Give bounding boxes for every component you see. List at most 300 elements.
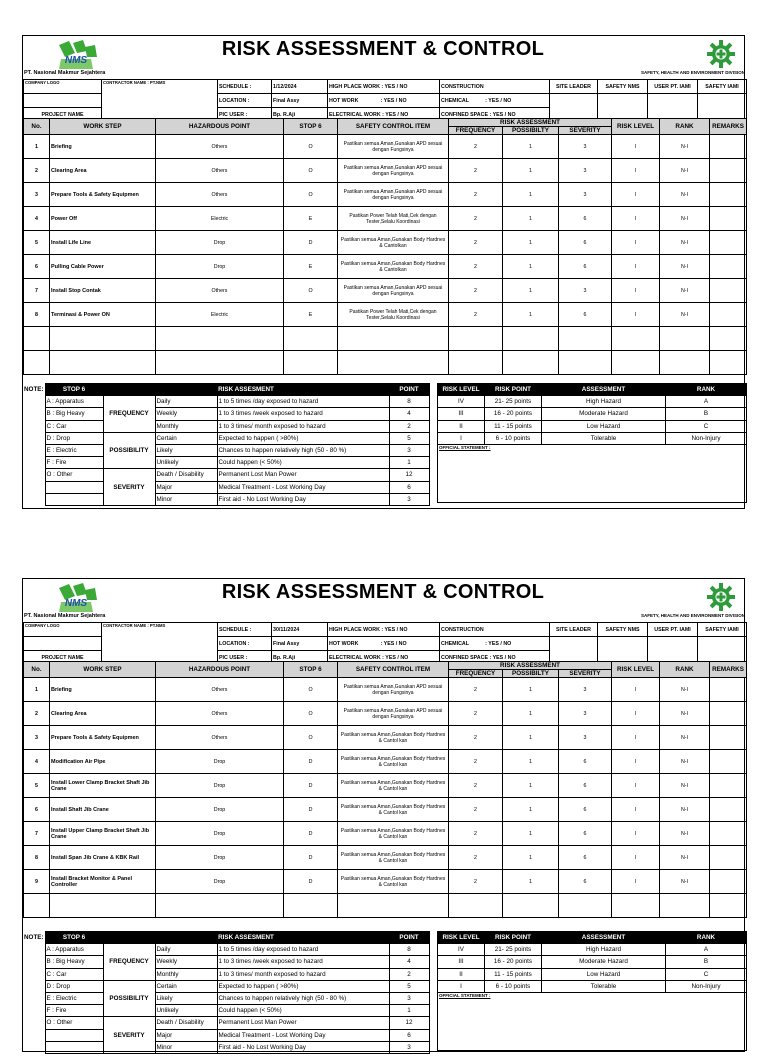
nms-logo-icon bbox=[51, 39, 101, 73]
col-rank: RANK bbox=[660, 119, 710, 135]
row-step: Install Stop Contak bbox=[50, 279, 156, 303]
level-assessment: Low Hazard bbox=[542, 968, 666, 980]
confined-space: CONFINED SPACE : YES / NO bbox=[440, 651, 550, 665]
row-hazard: Drop bbox=[156, 774, 284, 798]
table-row bbox=[24, 846, 747, 870]
blank bbox=[45, 1029, 103, 1041]
row-safety: Pastikan semua Aman,Gunakan APD sesuai dengan Fungsinya bbox=[338, 678, 449, 702]
row-rank: N-I bbox=[660, 774, 710, 798]
row-hazard: Drop bbox=[156, 798, 284, 822]
level-points: 16 - 20 points bbox=[485, 408, 542, 420]
chemical: CHEMICAL : YES / NO bbox=[440, 637, 550, 651]
empty-cell bbox=[710, 327, 747, 351]
sign-safety-nms: SAFETY NMS bbox=[598, 623, 648, 637]
ra-key: Minor bbox=[155, 1041, 217, 1053]
row-step: Clearing Area bbox=[50, 159, 156, 183]
empty-cell bbox=[156, 327, 284, 351]
blank bbox=[23, 944, 45, 956]
row-no: 2 bbox=[24, 702, 50, 726]
empty-cell bbox=[612, 351, 660, 375]
official-statement: OFFICIAL STATEMENT : bbox=[438, 992, 747, 1050]
empty-cell bbox=[612, 894, 660, 918]
row-stop6: D bbox=[284, 870, 338, 894]
row-remarks bbox=[710, 207, 747, 231]
row-frequency: 2 bbox=[449, 870, 503, 894]
legend-left-table bbox=[23, 383, 430, 506]
row-safety: Pastikan Power Telah Mati,Cek dengan Tester,Selalu Koordinasi bbox=[338, 303, 449, 327]
row-frequency: 2 bbox=[449, 159, 503, 183]
official-statement: OFFICIAL STATEMENT : bbox=[438, 444, 747, 502]
row-safety: Pastikan semua Aman,Gunakan Body Hardnes & Cantol kan bbox=[338, 870, 449, 894]
ra-point: 3 bbox=[389, 1041, 429, 1053]
stop6-item: D : Drop bbox=[45, 432, 103, 444]
row-risk-level: I bbox=[612, 702, 660, 726]
gear-icon bbox=[707, 583, 735, 611]
rp-title: RISK POINT bbox=[485, 384, 542, 396]
severity-label: SEVERITY bbox=[103, 1017, 155, 1054]
level-rank: Non-Injury bbox=[666, 432, 747, 444]
row-severity: 6 bbox=[559, 822, 612, 846]
row-hazard: Others bbox=[156, 678, 284, 702]
level-assessment: Moderate Hazard bbox=[542, 956, 666, 968]
empty-cell bbox=[559, 351, 612, 375]
sign-user-iami: USER PT. IAMI bbox=[648, 80, 698, 94]
table-row bbox=[24, 822, 747, 846]
stop6-item: B : Big Heavy bbox=[45, 956, 103, 968]
ra-title: RISK ASSESMENT bbox=[103, 932, 389, 944]
row-stop6: D bbox=[284, 750, 338, 774]
risk-assessment-form bbox=[22, 35, 745, 509]
row-step: Power Off bbox=[50, 207, 156, 231]
row-remarks bbox=[710, 135, 747, 159]
blank bbox=[45, 493, 103, 505]
row-frequency: 2 bbox=[449, 702, 503, 726]
nms-logo-icon bbox=[51, 582, 101, 616]
row-no: 2 bbox=[24, 159, 50, 183]
empty-cell bbox=[50, 894, 156, 918]
table-row bbox=[24, 231, 747, 255]
as-title: ASSESSMENT bbox=[542, 384, 666, 396]
ra-desc: Chances to happen relatively high (50 - 80 %) bbox=[217, 444, 389, 456]
division-name: SAFETY, HEALTH AND ENVIRONMENT DIVISION bbox=[640, 613, 745, 618]
blank bbox=[23, 432, 45, 444]
level-points: 16 - 20 points bbox=[485, 956, 542, 968]
company-logo-cell: COMPANY LOGO bbox=[24, 623, 102, 637]
row-hazard: Drop bbox=[156, 846, 284, 870]
row-stop6: D bbox=[284, 846, 338, 870]
empty-cell bbox=[503, 351, 559, 375]
level-points: 11 - 15 points bbox=[485, 968, 542, 980]
high-place-work: HIGH PLACE WORK : YES / NO bbox=[328, 623, 440, 637]
rk-title: RANK bbox=[666, 384, 747, 396]
row-stop6: D bbox=[284, 822, 338, 846]
row-frequency: 2 bbox=[449, 303, 503, 327]
stop6-item: A : Apparatus bbox=[45, 944, 103, 956]
ra-desc: 1 to 3 times/ month exposed to hazard bbox=[217, 420, 389, 432]
risk-assessment-form bbox=[22, 578, 745, 1052]
level-assessment: High Hazard bbox=[542, 944, 666, 956]
row-risk-level: I bbox=[612, 822, 660, 846]
row-severity: 3 bbox=[559, 279, 612, 303]
row-rank: N-I bbox=[660, 702, 710, 726]
sign-safety-iami: SAFETY IAMI bbox=[698, 80, 747, 94]
row-safety: Pastikan semua Aman,Gunakan Body Hardnes & Cantol kan bbox=[338, 798, 449, 822]
contractor-name-cell: CONTRACTOR NAME : PT.NMS bbox=[102, 623, 218, 665]
row-rank: N-I bbox=[660, 303, 710, 327]
schedule-value: 30/11/2024 bbox=[272, 623, 328, 637]
row-hazard: Others bbox=[156, 702, 284, 726]
level-rank: B bbox=[666, 408, 747, 420]
blank bbox=[23, 1017, 45, 1029]
row-step: Install Life Line bbox=[50, 231, 156, 255]
col-rank: RANK bbox=[660, 662, 710, 678]
col-severity: SEVERITY bbox=[559, 670, 612, 678]
row-stop6: O bbox=[284, 159, 338, 183]
blank bbox=[23, 444, 45, 456]
project-name-label: PROJECT NAME bbox=[24, 108, 102, 122]
row-remarks bbox=[710, 678, 747, 702]
ra-point: 12 bbox=[389, 469, 429, 481]
col-remarks: REMARKS bbox=[710, 119, 747, 135]
row-possibility: 1 bbox=[503, 726, 559, 750]
row-hazard: Others bbox=[156, 183, 284, 207]
hot-work: HOT WORK : YES / NO bbox=[328, 94, 440, 108]
ra-key: Weekly bbox=[155, 408, 217, 420]
row-severity: 6 bbox=[559, 846, 612, 870]
row-safety: Pastikan semua Aman,Gunakan Body Hardnes & Cantol kan bbox=[338, 726, 449, 750]
row-frequency: 2 bbox=[449, 822, 503, 846]
form-header bbox=[23, 579, 746, 623]
row-remarks bbox=[710, 279, 747, 303]
row-no: 3 bbox=[24, 726, 50, 750]
empty-cell bbox=[284, 351, 338, 375]
electrical-work: ELECTRICAL WORK : YES / NO bbox=[328, 651, 440, 665]
row-risk-level: I bbox=[612, 159, 660, 183]
level-value: II bbox=[438, 968, 485, 980]
ra-point: 3 bbox=[389, 992, 429, 1004]
row-safety: Pastikan semua Aman,Gunakan Body Hardnes & Cantol kan bbox=[338, 750, 449, 774]
row-severity: 3 bbox=[559, 135, 612, 159]
row-risk-level: I bbox=[612, 135, 660, 159]
row-no: 3 bbox=[24, 183, 50, 207]
table-row bbox=[24, 327, 747, 351]
row-safety: Pastikan semua Aman,Gunakan APD sesuai dengan Fungsinya bbox=[338, 183, 449, 207]
ra-desc: Expected to happen ( >80%) bbox=[217, 980, 389, 992]
row-step: Briefing bbox=[50, 135, 156, 159]
col-hazard: HAZARDOUS POINT bbox=[156, 662, 284, 678]
stop6-item: F : Fire bbox=[45, 1005, 103, 1017]
row-risk-level: I bbox=[612, 870, 660, 894]
col-risk-assessment: RISK ASSESSMENT bbox=[449, 119, 612, 127]
table-row bbox=[24, 159, 747, 183]
row-hazard: Drop bbox=[156, 870, 284, 894]
stop6-item: D : Drop bbox=[45, 980, 103, 992]
sign-safety-nms: SAFETY NMS bbox=[598, 80, 648, 94]
ra-title: RISK ASSESMENT bbox=[103, 384, 389, 396]
row-hazard: Drop bbox=[156, 750, 284, 774]
rl-title: RISK LEVEL bbox=[438, 384, 485, 396]
svg-text:NMS: NMS bbox=[64, 598, 88, 609]
row-rank: N-I bbox=[660, 678, 710, 702]
form-header bbox=[23, 36, 746, 80]
row-severity: 6 bbox=[559, 750, 612, 774]
row-no: 8 bbox=[24, 846, 50, 870]
page-title: RISK ASSESSMENT & CONTROL bbox=[221, 581, 545, 603]
row-severity: 3 bbox=[559, 678, 612, 702]
stop6-item: E : Electric bbox=[45, 992, 103, 1004]
ra-key: Likely bbox=[155, 444, 217, 456]
level-value: I bbox=[438, 432, 485, 444]
ra-key: Likely bbox=[155, 992, 217, 1004]
table-row bbox=[24, 750, 747, 774]
ra-key: Monthly bbox=[155, 968, 217, 980]
col-hazard: HAZARDOUS POINT bbox=[156, 119, 284, 135]
row-frequency: 2 bbox=[449, 774, 503, 798]
row-no: 4 bbox=[24, 750, 50, 774]
pic-label: PIC USER : bbox=[218, 651, 272, 665]
schedule-value: 1/12/2024 bbox=[272, 80, 328, 94]
ra-desc: 1 to 5 times /day exposed to hazard bbox=[217, 944, 389, 956]
severity-label: SEVERITY bbox=[103, 469, 155, 506]
location-label: LOCATION : bbox=[218, 637, 272, 651]
row-severity: 6 bbox=[559, 798, 612, 822]
empty-cell bbox=[50, 351, 156, 375]
schedule-label: SCHEDULE : bbox=[218, 80, 272, 94]
possibility-label: POSSIBILITY bbox=[103, 432, 155, 469]
row-risk-level: I bbox=[612, 750, 660, 774]
blank bbox=[45, 1041, 103, 1053]
ra-desc: Medical Treatment - Lost Working Day bbox=[217, 481, 389, 493]
row-safety: Pastikan semua Aman,Gunakan APD sesuai dengan Fungsinya bbox=[338, 135, 449, 159]
ra-key: Death / Disability bbox=[155, 469, 217, 481]
ra-point: 8 bbox=[389, 396, 429, 408]
row-possibility: 1 bbox=[503, 303, 559, 327]
row-risk-level: I bbox=[612, 207, 660, 231]
col-stop6: STOP 6 bbox=[284, 119, 338, 135]
stop6-item: O : Other bbox=[45, 1017, 103, 1029]
table-row bbox=[24, 702, 747, 726]
stop6-item: C : Car bbox=[45, 420, 103, 432]
row-rank: N-I bbox=[660, 726, 710, 750]
row-safety: Pastikan semua Aman,Gunakan APD sesuai dengan Fungsinya bbox=[338, 159, 449, 183]
empty-cell bbox=[338, 894, 449, 918]
project-info-table bbox=[23, 622, 747, 665]
location-label: LOCATION : bbox=[218, 94, 272, 108]
row-possibility: 1 bbox=[503, 183, 559, 207]
row-possibility: 1 bbox=[503, 702, 559, 726]
row-step: Install Span Jib Crane & KBK Rail bbox=[50, 846, 156, 870]
col-possibility: POSSIBILTY bbox=[503, 670, 559, 678]
ra-desc: Permanent Lost Man Power bbox=[217, 1017, 389, 1029]
ra-point: 5 bbox=[389, 432, 429, 444]
table-row bbox=[24, 279, 747, 303]
row-stop6: E bbox=[284, 303, 338, 327]
ra-key: Unlikely bbox=[155, 1005, 217, 1017]
row-stop6: E bbox=[284, 207, 338, 231]
row-rank: N-I bbox=[660, 207, 710, 231]
blank bbox=[23, 1005, 45, 1017]
row-no: 8 bbox=[24, 303, 50, 327]
rp-title: RISK POINT bbox=[485, 932, 542, 944]
row-risk-level: I bbox=[612, 255, 660, 279]
row-severity: 6 bbox=[559, 303, 612, 327]
svg-text:NMS: NMS bbox=[64, 55, 88, 66]
risk-table bbox=[23, 118, 747, 375]
row-severity: 6 bbox=[559, 255, 612, 279]
row-step: Clearing Area bbox=[50, 702, 156, 726]
possibility-label: POSSIBILITY bbox=[103, 980, 155, 1017]
row-stop6: D bbox=[284, 798, 338, 822]
row-frequency: 2 bbox=[449, 846, 503, 870]
row-rank: N-I bbox=[660, 231, 710, 255]
ra-desc: 1 to 3 times/ month exposed to hazard bbox=[217, 968, 389, 980]
empty-cell bbox=[50, 327, 156, 351]
construction-label: CONSTRUCTION bbox=[440, 623, 550, 637]
ra-point: 1 bbox=[389, 1005, 429, 1017]
schedule-label: SCHEDULE : bbox=[218, 623, 272, 637]
row-remarks bbox=[710, 231, 747, 255]
row-hazard: Others bbox=[156, 279, 284, 303]
empty-cell bbox=[24, 351, 50, 375]
blank bbox=[23, 493, 45, 505]
blank bbox=[23, 481, 45, 493]
stop6-item: B : Big Heavy bbox=[45, 408, 103, 420]
row-no: 1 bbox=[24, 135, 50, 159]
point-title: POINT bbox=[389, 384, 429, 396]
level-rank: A bbox=[666, 396, 747, 408]
row-hazard: Drop bbox=[156, 231, 284, 255]
table-row bbox=[24, 351, 747, 375]
row-rank: N-I bbox=[660, 798, 710, 822]
as-title: ASSESSMENT bbox=[542, 932, 666, 944]
row-possibility: 1 bbox=[503, 255, 559, 279]
row-severity: 6 bbox=[559, 231, 612, 255]
ra-desc: Medical Treatment - Lost Working Day bbox=[217, 1029, 389, 1041]
col-risk-assessment: RISK ASSESSMENT bbox=[449, 662, 612, 670]
row-frequency: 2 bbox=[449, 231, 503, 255]
level-points: 11 - 15 points bbox=[485, 420, 542, 432]
empty-cell bbox=[284, 894, 338, 918]
col-frequency: FREQUENCY bbox=[449, 670, 503, 678]
blank bbox=[23, 992, 45, 1004]
row-frequency: 2 bbox=[449, 678, 503, 702]
construction-label: CONSTRUCTION bbox=[440, 80, 550, 94]
row-possibility: 1 bbox=[503, 279, 559, 303]
empty-cell bbox=[710, 894, 747, 918]
sign-site-leader: SITE LEADER bbox=[550, 623, 598, 637]
row-stop6: O bbox=[284, 279, 338, 303]
table-row bbox=[24, 894, 747, 918]
row-safety: Pastikan semua Aman,Gunakan Body Hardnes & Cantol kan bbox=[338, 822, 449, 846]
row-rank: N-I bbox=[660, 846, 710, 870]
frequency-label: FREQUENCY bbox=[103, 944, 155, 981]
project-name-label: PROJECT NAME bbox=[24, 651, 102, 665]
level-assessment: High Hazard bbox=[542, 396, 666, 408]
ra-point: 6 bbox=[389, 1029, 429, 1041]
empty-cell bbox=[612, 327, 660, 351]
row-step: Prepare Tools & Safety Equipmen bbox=[50, 183, 156, 207]
row-hazard: Electric bbox=[156, 207, 284, 231]
ra-key: Weekly bbox=[155, 956, 217, 968]
empty-cell bbox=[338, 327, 449, 351]
row-frequency: 2 bbox=[449, 135, 503, 159]
hot-work: HOT WORK : YES / NO bbox=[328, 637, 440, 651]
sign-safety-iami: SAFETY IAMI bbox=[698, 623, 747, 637]
col-no: No. bbox=[24, 119, 50, 135]
row-step: Install Upper Clamp Bracket Shaft Jib Crane bbox=[50, 822, 156, 846]
location-value: Final Assy bbox=[272, 637, 328, 651]
row-no: 5 bbox=[24, 774, 50, 798]
level-points: 21- 25 points bbox=[485, 944, 542, 956]
ra-point: 3 bbox=[389, 444, 429, 456]
row-no: 9 bbox=[24, 870, 50, 894]
blank bbox=[23, 408, 45, 420]
table-row bbox=[24, 183, 747, 207]
level-rank: Non-Injury bbox=[666, 980, 747, 992]
stop6-title: STOP 6 bbox=[45, 384, 103, 396]
row-possibility: 1 bbox=[503, 231, 559, 255]
ra-desc: 1 to 3 times /week exposed to hazard bbox=[217, 956, 389, 968]
empty-cell bbox=[338, 351, 449, 375]
col-possibility: POSSIBILTY bbox=[503, 127, 559, 135]
level-assessment: Tolerable bbox=[542, 432, 666, 444]
rk-title: RANK bbox=[666, 932, 747, 944]
ra-desc: Permanent Lost Man Power bbox=[217, 469, 389, 481]
page-title: RISK ASSESSMENT & CONTROL bbox=[221, 38, 545, 60]
empty-cell bbox=[156, 351, 284, 375]
row-remarks bbox=[710, 870, 747, 894]
row-remarks bbox=[710, 159, 747, 183]
row-step: Install Lower Clamp Bracket Shaft Jib Crane bbox=[50, 774, 156, 798]
stop6-title: STOP 6 bbox=[45, 932, 103, 944]
level-assessment: Moderate Hazard bbox=[542, 408, 666, 420]
blank bbox=[23, 1029, 45, 1041]
row-risk-level: I bbox=[612, 279, 660, 303]
empty-cell bbox=[156, 894, 284, 918]
ra-desc: First aid - No Lost Working Day bbox=[217, 493, 389, 505]
company-name: PT. Nasional Makmur Sejahtera bbox=[24, 70, 106, 76]
col-work-step: WORK STEP bbox=[50, 119, 156, 135]
level-rank: C bbox=[666, 968, 747, 980]
row-stop6: O bbox=[284, 183, 338, 207]
row-frequency: 2 bbox=[449, 207, 503, 231]
row-possibility: 1 bbox=[503, 846, 559, 870]
frequency-label: FREQUENCY bbox=[103, 396, 155, 433]
row-rank: N-I bbox=[660, 135, 710, 159]
row-no: 1 bbox=[24, 678, 50, 702]
level-rank: A bbox=[666, 944, 747, 956]
sign-user-iami: USER PT. IAMI bbox=[648, 623, 698, 637]
empty-cell bbox=[24, 894, 50, 918]
row-remarks bbox=[710, 822, 747, 846]
row-safety: Pastikan semua Aman,Gunakan Body Hardnes & Cantolkan bbox=[338, 255, 449, 279]
row-rank: N-I bbox=[660, 750, 710, 774]
ra-key: Major bbox=[155, 1029, 217, 1041]
row-severity: 6 bbox=[559, 774, 612, 798]
level-value: I bbox=[438, 980, 485, 992]
point-title: POINT bbox=[389, 932, 429, 944]
col-work-step: WORK STEP bbox=[50, 662, 156, 678]
pic-label: PIC USER : bbox=[218, 108, 272, 122]
row-no: 4 bbox=[24, 207, 50, 231]
row-frequency: 2 bbox=[449, 750, 503, 774]
col-safety: SAFETY CONTROL ITEM bbox=[338, 662, 449, 678]
row-possibility: 1 bbox=[503, 159, 559, 183]
row-stop6: O bbox=[284, 702, 338, 726]
level-value: III bbox=[438, 408, 485, 420]
row-possibility: 1 bbox=[503, 870, 559, 894]
row-step: Briefing bbox=[50, 678, 156, 702]
